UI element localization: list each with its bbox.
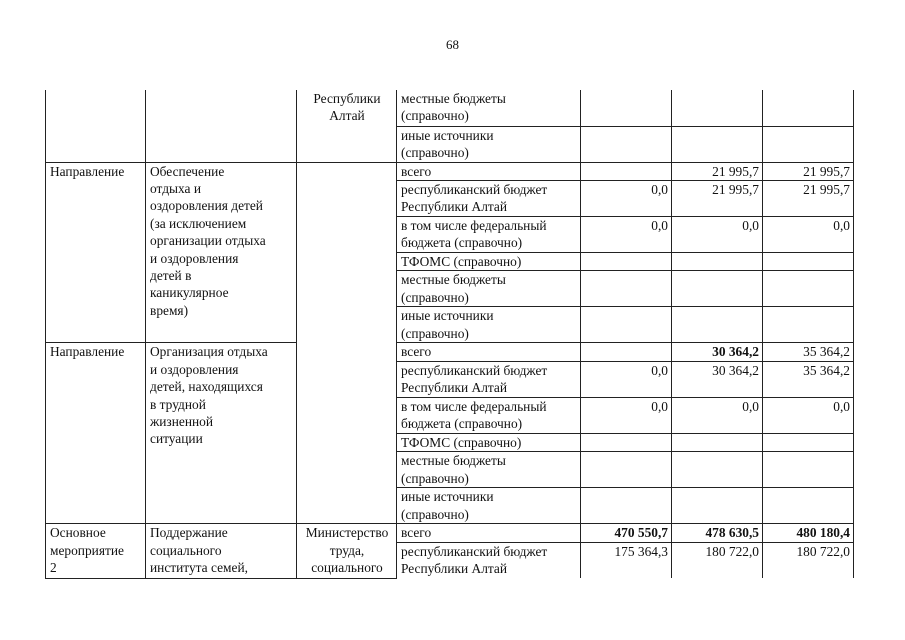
value-year-1-cell: 0,0 bbox=[581, 180, 672, 216]
value-year-1-cell bbox=[581, 307, 672, 343]
value-year-3-cell bbox=[763, 252, 854, 270]
funding-source-cell: всего bbox=[397, 343, 581, 361]
measure-name-cell: Направление bbox=[46, 162, 146, 343]
value-year-1-cell bbox=[581, 488, 672, 524]
table-row bbox=[46, 524, 854, 542]
value-year-2-cell: 478 630,5 bbox=[672, 524, 763, 542]
measure-name-cell bbox=[46, 90, 146, 162]
value-year-2-cell: 0,0 bbox=[672, 216, 763, 252]
value-year-3-cell: 480 180,4 bbox=[763, 524, 854, 542]
funding-source-cell: республиканский бюджет Республики Алтай bbox=[397, 361, 581, 397]
funding-source-cell: иные источники (справочно) bbox=[397, 307, 581, 343]
funding-source-cell: всего bbox=[397, 162, 581, 180]
value-year-2-cell: 21 995,7 bbox=[672, 180, 763, 216]
value-year-2-cell: 21 995,7 bbox=[672, 162, 763, 180]
value-year-2-cell bbox=[672, 271, 763, 307]
value-year-1-cell bbox=[581, 252, 672, 270]
value-year-2-cell bbox=[672, 90, 763, 126]
value-year-3-cell bbox=[763, 452, 854, 488]
value-year-1-cell bbox=[581, 271, 672, 307]
measure-description-cell bbox=[146, 90, 297, 162]
funding-source-cell: республиканский бюджет Республики Алтай bbox=[397, 542, 581, 578]
value-year-1-cell bbox=[581, 90, 672, 126]
value-year-2-cell: 180 722,0 bbox=[672, 542, 763, 578]
table-row bbox=[46, 343, 854, 361]
funding-source-cell: в том числе федеральный бюджета (справочно) bbox=[397, 397, 581, 433]
funding-source-cell: иные источники (справочно) bbox=[397, 126, 581, 162]
value-year-1-cell: 175 364,3 bbox=[581, 542, 672, 578]
value-year-1-cell bbox=[581, 343, 672, 361]
measure-name-cell: Направление bbox=[46, 343, 146, 524]
value-year-1-cell: 0,0 bbox=[581, 397, 672, 433]
value-year-3-cell: 35 364,2 bbox=[763, 343, 854, 361]
responsible-executor-cell: Министерство труда, социального bbox=[297, 524, 397, 578]
funding-source-cell: в том числе федеральный бюджета (справочно) bbox=[397, 216, 581, 252]
value-year-1-cell: 0,0 bbox=[581, 361, 672, 397]
value-year-3-cell: 0,0 bbox=[763, 216, 854, 252]
value-year-3-cell: 21 995,7 bbox=[763, 162, 854, 180]
value-year-3-cell bbox=[763, 126, 854, 162]
value-year-2-cell bbox=[672, 126, 763, 162]
value-year-1-cell bbox=[581, 452, 672, 488]
value-year-3-cell bbox=[763, 307, 854, 343]
value-year-3-cell: 180 722,0 bbox=[763, 542, 854, 578]
responsible-executor-cell bbox=[297, 162, 397, 524]
value-year-3-cell bbox=[763, 90, 854, 126]
value-year-3-cell bbox=[763, 433, 854, 451]
value-year-3-cell: 35 364,2 bbox=[763, 361, 854, 397]
value-year-1-cell bbox=[581, 433, 672, 451]
funding-source-cell: республиканский бюджет Республики Алтай bbox=[397, 180, 581, 216]
measure-name-cell: Основное мероприятие 2 bbox=[46, 524, 146, 578]
value-year-2-cell bbox=[672, 488, 763, 524]
value-year-2-cell bbox=[672, 433, 763, 451]
value-year-3-cell: 21 995,7 bbox=[763, 180, 854, 216]
measure-description-cell: Организация отдыха и оздоровления детей, находящихся в трудной жизненной ситуации bbox=[146, 343, 297, 524]
funding-source-cell: всего bbox=[397, 524, 581, 542]
value-year-2-cell bbox=[672, 307, 763, 343]
funding-source-cell: ТФОМС (справочно) bbox=[397, 433, 581, 451]
measure-description-cell: Поддержание социального института семей, bbox=[146, 524, 297, 578]
funding-source-cell: ТФОМС (справочно) bbox=[397, 252, 581, 270]
budget-table bbox=[45, 90, 854, 579]
value-year-1-cell: 470 550,7 bbox=[581, 524, 672, 542]
value-year-2-cell: 30 364,2 bbox=[672, 361, 763, 397]
funding-source-cell: местные бюджеты (справочно) bbox=[397, 271, 581, 307]
funding-source-cell: иные источники (справочно) bbox=[397, 488, 581, 524]
measure-description-cell: Обеспечение отдыха и оздоровления детей (за исключением организации отдыха и оздоровления детей в каникулярное время) bbox=[146, 162, 297, 343]
value-year-2-cell: 0,0 bbox=[672, 397, 763, 433]
value-year-2-cell: 30 364,2 bbox=[672, 343, 763, 361]
table-row bbox=[46, 90, 854, 126]
value-year-2-cell bbox=[672, 452, 763, 488]
page-number: 68 bbox=[446, 37, 459, 52]
value-year-1-cell: 0,0 bbox=[581, 216, 672, 252]
value-year-1-cell bbox=[581, 126, 672, 162]
value-year-3-cell bbox=[763, 271, 854, 307]
responsible-executor-cell: Республики Алтай bbox=[297, 90, 397, 162]
value-year-3-cell: 0,0 bbox=[763, 397, 854, 433]
funding-source-cell: местные бюджеты (справочно) bbox=[397, 452, 581, 488]
value-year-2-cell bbox=[672, 252, 763, 270]
value-year-3-cell bbox=[763, 488, 854, 524]
value-year-1-cell bbox=[581, 162, 672, 180]
table-row bbox=[46, 162, 854, 180]
funding-source-cell: местные бюджеты (справочно) bbox=[397, 90, 581, 126]
